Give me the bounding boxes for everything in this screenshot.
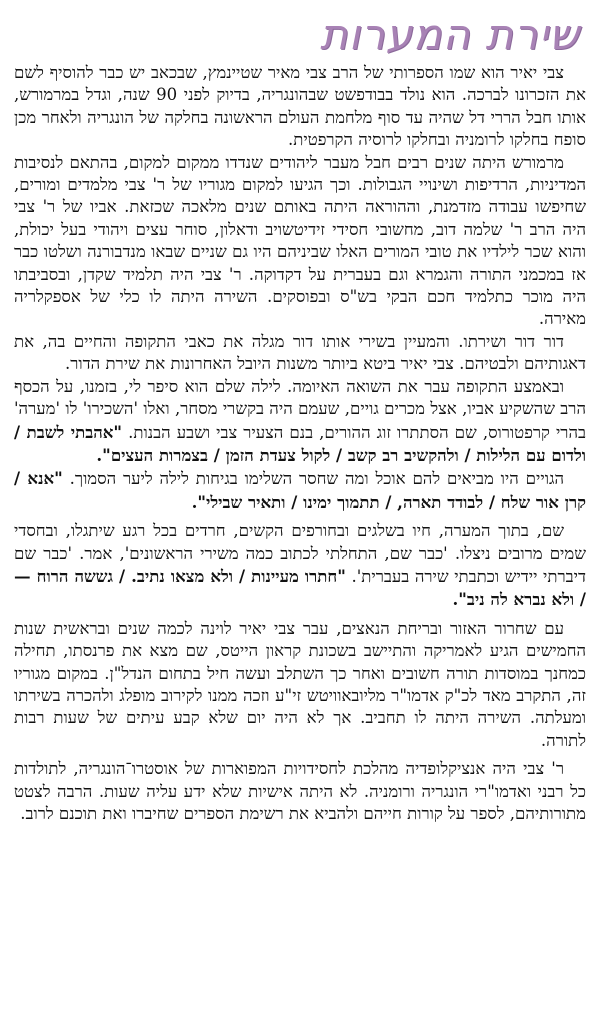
paragraph [14,520,586,612]
article-title: שירת המערות [320,9,580,59]
paragraph [14,152,586,331]
poem-quote: "חתרו מעיינות / ולא מצאו נתיב. / גששה הרוח — / ולא נברא לה ניב". [14,565,586,610]
paragraph-text: צבי יאיר הוא שמו הספרותי של הרב צבי מאיר שטיינמץ, שבכאב יש כבר להוסיף לשם את הזכרונו לברכה. הוא נולד בבודפשט שבהונגריה, בדיוק לפני 90 שנה, וגדל במרמורש, אותו חבל הררי דל שהיה עד סוף מלחמת העולם הראשונה בחלקה של הונגריה ולאחר מכן סופח בחלקו לרומניה ובחלקו לרוסיה הקרפטית. [14,63,586,150]
paragraph-text: מרמורש היתה שנים רבים חבל מעבר ליהודים שנדדו ממקום למקום, בהתאם לנסיבות המדיניות, הרדיפות ושינויי הגבולות. וכך הגיעו למקום מגוריו של ר' צבי מלמדים ומורים, שחיפשו עבודה מזדמנת, וההוראה היתה באותם שנים מלאכה שכזאת. אביו של ר' צבי היה הרב ר' שלמה דוב, מחשובי חסידי זידיטשויב ודאלון, סוחר עצים ויהודי בעל יכולת, והוא שכר לילדיו את טובי המורים האלו שביניהם היו גם שניים שבאו מנדבורנה ושלטו כבר אז במכמני התורה והגמרא וגם בעברית על דקדוקה. ר' צבי היה תלמיד שקדן, ובסביבתו היה מוכר כתלמיד חכם הבקי בש"ס ובפוסקים. השירה היתה לו כלי של אספקלריה מאירה. [14,152,586,329]
paragraph [14,758,586,825]
paragraph-text: שם, בתוך המערה, חיו בשלגים ובחורפים הקשים, חרדים בכל רגע שיתגלו, ובחסדי שמים מרובים ניצלו. 'כבר שם, התחלתי לכתוב כמה משירי הראשונים', אמר. 'כבר שם דיברתי יידיש וכתבתי שירה בעברית'. [14,521,586,586]
paragraph-text: הגויים היו מביאים להם אוכל ומה שחסר השלימו בגיחות לילה ליער הסמוך. [62,469,564,489]
article-body [14,62,586,825]
paragraph [14,376,586,468]
title-row [14,6,586,62]
paragraph-text: ר' צבי היה אנציקלופדיה מהלכת לחסידויות המפוארות של אוסטרו־הונגריה, לתולדות כל רבני ואדמו"רי הונגריה ורומניה. לא היתה אישיות שלא ידע עליה שעות. הרבה לצטט מתורותיהם, לספר על קורות חייהם ולהביא את רשימת הספרים שחיברו ואת תוכנם לרוב. [14,759,586,823]
paragraph-text: דור דור ושירתו. והמעיין בשירי אותו דור מגלה את כאבי התקופה והחיים בה, את דאגותיהם ולבטיהם. צבי יאיר ביטא ביותר משנות היובל האחרונות את שירת הדור. [14,331,586,374]
paragraph [14,62,586,152]
poem-quote: "אהבתי לשבת / ולדום עם הלילות / ולהקשיב רב קשב / לקול צעדת הזמן / בצמרות העצים". [14,421,586,465]
paragraph-text: עם שחרור האזור ובריחת הנאצים, עבר צבי יאיר לוינה לכמה שנים ובראשית שנות החמישים הגיע לאמריקה והתיישב בשכונת קראון הייטס, שם מצא את פרנסתו, תחילה כמחנך במוסדות תורה חשובים ואחר כך השתלב ועשה חיל בתחום הנדל"ן. במקום מגוריו זה, התקרב מאד לכ"ק אדמו"ר מליובאוויטש זי"ע וזכה ממנו לקירוב מופלג ולהכרה בשירתו ומעלתה. השירה היתה לו תחביב. אך לא היה יום שלא קבע עיתים של שעות רבות לתורה. [14,618,586,750]
paragraph-text: ובאמצע התקופה עבר את השואה האיומה. לילה שלם הוא סיפר לי, בזמנו, על הכסף הרב שהשקיע אביו, אצל מכרים גויים, שעמם היה בקשרי מסחר, ואלו 'השכירו' לו 'מערה' בהרי קרפטורוס, שם הסתתרו זוג ההורים, בנם הצעיר צבי ושבע הבנות. [14,376,586,442]
paragraph [14,618,586,752]
paragraph [14,467,586,514]
paragraph [14,331,586,376]
poem-quote: "אנא / קרן אור שלח / לבודד תארה, / תתמוך ימינו / ותאיר שבילי". [14,468,586,512]
